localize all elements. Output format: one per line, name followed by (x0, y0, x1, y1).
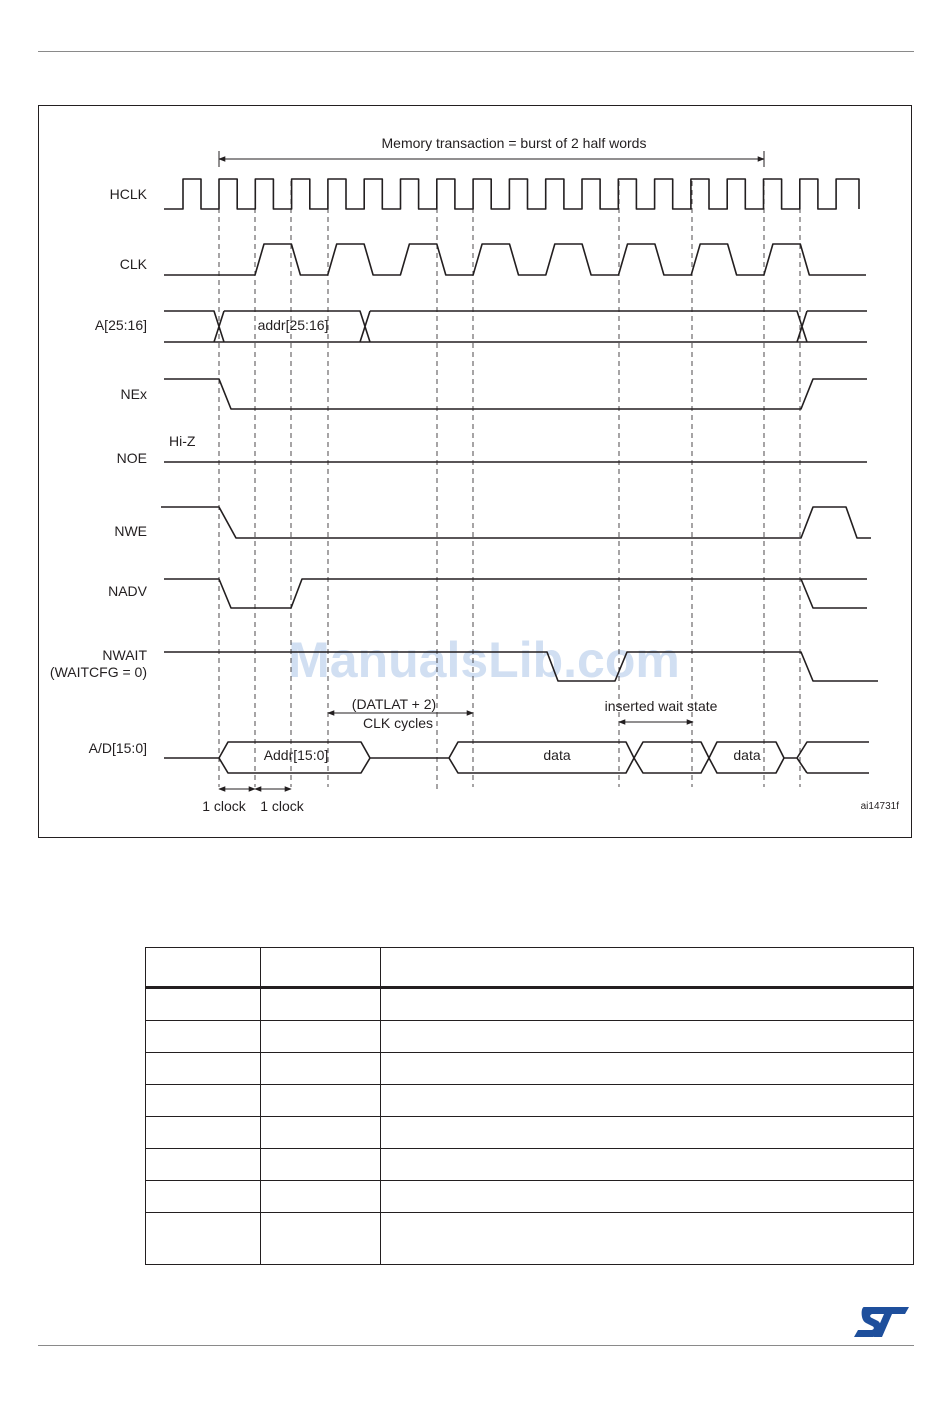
table-cell (381, 1053, 914, 1085)
table-header-row (146, 948, 914, 988)
figure-id: ai14731f (860, 801, 899, 812)
table-cell (261, 1149, 381, 1181)
footer-rule (38, 1345, 914, 1346)
table-cell (261, 988, 381, 1021)
hclk-waveform (164, 179, 859, 209)
table-cell (146, 988, 261, 1021)
table-row (146, 1053, 914, 1085)
signal-label-nwe: NWE (114, 523, 147, 539)
hiz-label: Hi-Z (169, 433, 196, 449)
nex-waveform (164, 379, 867, 409)
table-row (146, 988, 914, 1021)
signal-label-hclk: HCLK (109, 186, 147, 202)
table-row (146, 1117, 914, 1149)
table-cell (381, 988, 914, 1021)
table-cell (261, 1213, 381, 1265)
table-cell (146, 1213, 261, 1265)
addr-high-label: addr[25:16] (257, 317, 329, 333)
signal-label-address-high: A[25:16] (94, 317, 147, 333)
signal-label-nadv: NADV (108, 583, 147, 599)
datlat-label-line2: CLK cycles (362, 715, 434, 731)
signal-label-noe: NOE (116, 450, 147, 466)
table-cell (261, 1021, 381, 1053)
table-cell (146, 1021, 261, 1053)
table-cell (146, 1181, 261, 1213)
table-cell (146, 1149, 261, 1181)
signal-label-nwait-sub: (WAITCFG = 0) (49, 664, 147, 680)
signal-label-address-data: A/D[15:0] (88, 740, 147, 756)
table-cell (146, 1085, 261, 1117)
wait-state-label: inserted wait state (604, 698, 718, 714)
table-cell (381, 1117, 914, 1149)
table-cell (261, 1181, 381, 1213)
signal-label-nwait: NWAIT (102, 647, 147, 663)
timing-diagram-figure (38, 105, 912, 838)
nwe-waveform (161, 507, 871, 538)
table-cell (381, 1213, 914, 1265)
transaction-span-label: Memory transaction = burst of 2 half words (381, 135, 647, 151)
table-cell (381, 1181, 914, 1213)
table-row (146, 1021, 914, 1053)
table-cell (261, 1117, 381, 1149)
table-cell (381, 1021, 914, 1053)
table-cell (261, 1053, 381, 1085)
data-label-1: data (543, 747, 571, 763)
table-row (146, 1149, 914, 1181)
watermark: ManualsLib.com (288, 632, 680, 688)
header-rule (38, 51, 914, 52)
nadv-waveform (164, 579, 867, 608)
table-cell (261, 1085, 381, 1117)
data-label-2: data (733, 747, 761, 763)
signal-label-nex: NEx (120, 386, 147, 402)
st-logo (852, 1306, 910, 1340)
table-cell (146, 1053, 261, 1085)
table-cell (261, 948, 381, 988)
table-row (146, 1181, 914, 1213)
datlat-label-line1: (DATLAT + 2) (351, 696, 437, 712)
signal-label-clk: CLK (119, 256, 147, 272)
timing-diagram (39, 106, 911, 837)
table-row (146, 1085, 914, 1117)
table-cell (381, 948, 914, 988)
table-cell (146, 1117, 261, 1149)
table-row (146, 1213, 914, 1265)
st-logo-shape (854, 1307, 909, 1337)
clock-label-1: 1 clock (202, 798, 246, 814)
signal-table (145, 947, 914, 1265)
table-cell (146, 948, 261, 988)
clock-label-2: 1 clock (260, 798, 304, 814)
clk-waveform (164, 244, 866, 275)
table-cell (381, 1085, 914, 1117)
table-cell (381, 1149, 914, 1181)
addr-low-label: Addr[15:0] (263, 747, 329, 763)
